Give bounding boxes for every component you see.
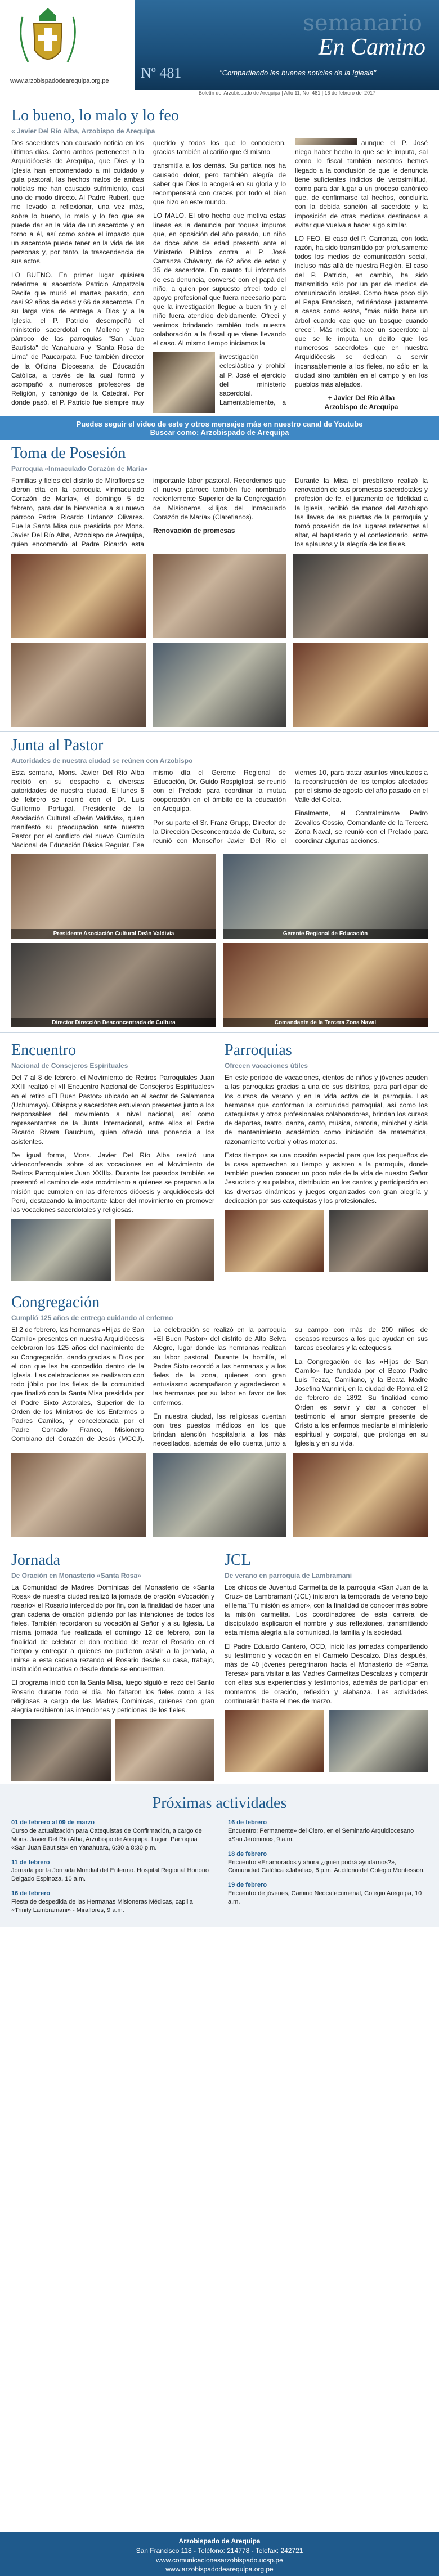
photo	[225, 1210, 324, 1272]
section-body	[11, 768, 428, 850]
signoff-title: Arzobispo de Arequipa	[324, 403, 398, 411]
event-date: 18 de febrero	[228, 1850, 267, 1857]
youtube-banner-line1: Puedes seguir el video de este y otros mensajes más en nuestro canal de Youtube	[76, 420, 363, 429]
paragraph: Esta semana, Mons. Javier Del Río Alba recibió en su despacho a diversas autoridades de nuestra ciudad. El lunes 6 de febrero se reunió con el Dr. Luis Guillermo Portugal, Presidente de la Asociación Cultural «Deán Valdivia», quien manifestó su preocupación ante nuestro Pastor por el conflicto del nuevo Currículo Nacional de Educación Básica Regular. Ese mismo día el Gerente Regional de Educación, Dr. Guido Rospigliosi, se reunió con el Prelado para coordinar la mutua cooperación en el ámbito de la educación en Arequipa.	[11, 768, 286, 850]
site-url[interactable]: www.arzobispadodearequipa.org.pe	[10, 78, 109, 84]
section-title: Junta al Pastor	[11, 736, 104, 754]
paragraph: Los chicos de Juventud Carmelita de la parroquia «San Juan de la Cruz» de Lambramani (JCL) iniciaron la temporada de verano bajo el lema "Tu misión es amor», con la finalidad de conocer más sobre la misión carmelita. Los coordinadores de esta carrera de discipulado explicaron el nombre y sus reflexiones, transmitiendo esta misma alegría a la comunidad, la familia y la sociedad.	[225, 1583, 428, 1637]
footer-address: San Francisco 118 - Teléfono: 214778 - Telefax: 242721	[136, 2546, 303, 2555]
section-body	[11, 476, 428, 549]
photo-caption: Gerente Regional de Educación	[223, 929, 428, 939]
youtube-banner[interactable]	[0, 416, 439, 440]
photo	[115, 1219, 215, 1281]
section-editorial	[0, 107, 439, 413]
event-date: 16 de febrero	[228, 1819, 267, 1826]
section-subtitle: De verano en parroquia de Lambramani	[225, 1571, 352, 1579]
paragraph: El 2 de febrero, las hermanas «Hijas de San Camilo» presentes en nuestra Arquidiócesis celebraron los 125 años del nacimiento de su Congregación, dando gracias a Dios por el don que les ha concedido dentro de la Iglesia. Las celebraciones se realizaron con todo júbilo por los fieles de la comunidad que finalizó con la Santa Misa presidida por el Padre Sixto Astorales, Superior de la Orden de los Ministros de los Enfermos o Padres Camilos, y concelebrada por el Padre Conrado Franco, Misionero Combiano del Corazón de Jesús (MCCJ). La celebración se realizó en la parroquia «El Buen Pastor» del distrito de Alto Selva Alegre, lugar donde las hermanas realizan su labor pastoral. Durante la homilía, el Padre Sixto recordó a las hermanas y a los fieles de la zona, quienes con gran entusiasmo acompañaron y agradecieron a las hermanas por su labor en favor de los enfermos.	[11, 1326, 286, 1443]
photo	[115, 1719, 215, 1781]
signoff-name: + Javier Del Río Alba	[328, 394, 395, 402]
photo	[293, 643, 428, 727]
photo	[223, 854, 428, 939]
editorial-title: Lo bueno, lo malo y lo feo	[11, 107, 179, 124]
two-column-row	[0, 1547, 439, 1785]
paragraph: El Padre Eduardo Cantero, OCD, inició las jornadas compartiendo su testimonio y vocación en el Carmelo Descalzo. Días después, más de 40 jóvenes peregrinaron hacia el Monasterio de «Santa Teresa» para visitar a las Madres Carmelitas Descalzas y compartir con ellas sus experiencias y testimonios, además de participar en momentos de oración, reflexión y alabanza. Las actividades continuarán hasta el mes de marzo.	[225, 1642, 428, 1705]
photo-row	[225, 1210, 428, 1272]
two-column-row	[0, 1037, 439, 1284]
divider	[0, 731, 439, 732]
issue-number: Nº 481	[141, 65, 182, 81]
section-title: Encuentro	[11, 1042, 77, 1060]
editorial-paragraph: LO FEO. El caso del P. Carranza, con toda razón, ha sido transmitido por profusamente todos los medios de comunicación social, incluso más allá de nuestra Región. El caso del P. Patricio, en cambio, ha sido transmitido sólo por un par de medios de comunicación locales. Como hace poco dijo el Papa Francisco, refiriéndose justamente a casos como estos, "más ruido hace un árbol cuando cae que un bosque cuando crece". Más noticia hace un sacerdote al que se le imputa un delito que los numerosos sacerdotes que en nuestra Arquidiócesis se dedican a servir incansablemente a los fieles, no sólo en la ciudad sino también en el campo y en los pueblos más alejados.	[295, 234, 428, 388]
event-text: Encuentro de jóvenes, Camino Neocatecumenal, Colegio Arequipa, 10 a.m.	[228, 1890, 422, 1905]
banner-background-word: semanario	[303, 10, 422, 36]
paragraph: De igual forma, Mons. Javier Del Río Alba realizó una videoconferencia sobre «Las vocaciones en el Movimiento de Retiros Parroquiales Juan XXIII». Durante los pasados también se presentó el camino de este movimiento a quienes se preparan a la misión que cumplen en las diferentes diócesis y arquidiócesis del Perú, destacando la importante labor del movimiento en promover las vocaciones sacerdotales y religiosas.	[11, 1151, 214, 1214]
event-item	[228, 1850, 428, 1875]
event-text: Jornada por la Jornada Mundial del Enfermo. Hospital Regional Honorio Delgado Espinoza, 10 a.m.	[11, 1867, 209, 1883]
event-text: Curso de actualización para Catequistas de Confirmación, a cargo de Mons. Javier Del Río Alba, Arzobispo de Arequipa. Lugar: Parroquia «San Juan Bautista» en Yanahuara, 6:30 a 8:30 p.m.	[11, 1828, 202, 1851]
event-text: Encuentro «Enamorados y ahora ¿quién podrá ayudarnos?», Comunidad Católica «Jabalia», 6 p.m. Auditorio del Colegio Montessori.	[228, 1859, 425, 1874]
paragraph: En este periodo de vacaciones, cientos de niños y jóvenes acuden a las parroquias gracias a una de sus distritos, para participar de los cursos de verano y en la vida activa de la parroquia. Las hermanas que conforman la comunidad parroquial, así como los catequistas y otros profesionales colaboradores, brindan los cursos de deportes, teatro, danza, canto, música, oratoria, minichef y cicla de mantenimiento académico como iniciación de matemática, razonamiento verbal y otras materias.	[225, 1074, 428, 1146]
footer-link[interactable]: www.comunicacionesarzobispado.ucsp.pe	[156, 2556, 283, 2564]
paragraph: Estos tiempos se una ocasión especial para que los pequeños de la casa aprovechen su tiempo y asisten a la parroquia, donde también pueden conocer un poco más de la vida de nuestro Señor Jesucristo y su palabra, distribuido en los cantos y participación en las diversas dinámicas y juegos organizados con gran alegría y dedicación por sus catequistas y los profesionales.	[225, 1151, 428, 1205]
events-title: Próximas actividades	[152, 1794, 287, 1812]
event-date: 16 de febrero	[11, 1890, 51, 1897]
editorial-paragraph: LO BUENO. En primer lugar quisiera referirme al sacerdote Patricio Ampatzola Recife que murió el martes pasado, con casi 92 años de edad y 66 de sacerdote. En su larga vida de entrega a Dios y a la Iglesia, el P. Patricio desempeñó el ministerio sacerdotal en Molleno y fue párroco de las parroquias "San Juan Bautista" de Yanahuara y "Santa Rosa de Lima" de Paucarpata. Fue también director de la Oficina Diocesana de Educación Católica, a través de la cual formó y acompañó a numerosos profesores de Religión, y canónigo de la Catedral. Por donde pasó, el P. Patricio fue siempre muy querido y todos los que lo conocieron, gracias también al cariño que él mismo	[11, 139, 286, 407]
photo	[329, 1210, 428, 1272]
events-right	[228, 1812, 428, 1920]
section-title: Jornada	[11, 1551, 61, 1569]
event-date: 19 de febrero	[228, 1882, 267, 1889]
tagline: "Compartiendo las buenas noticias de la Iglesia"	[220, 69, 377, 77]
photo-row	[11, 1219, 214, 1281]
editorial-paragraph: transmitía a los demás. Su partida nos ha causado dolor, pero también alegría de saber que Dios lo acogerá en su gloria y lo recompensará con creces por todo el bien que hizo en este mundo.	[153, 161, 286, 207]
section-junta-pastor	[0, 737, 439, 1028]
event-date: 01 de febrero al 09 de marzo	[11, 1819, 95, 1826]
signoff	[295, 393, 428, 411]
event-item	[11, 1859, 211, 1884]
photo	[11, 1219, 111, 1281]
photo-caption: Comandante de la Tercera Zona Naval	[223, 1018, 428, 1027]
paragraph: Durante la Misa el presbítero realizó la renovación de sus promesas sacerdotales y profesión de fe, el juramento de fidelidad a la Iglesia, recibió de manos del Arzobispo las llaves de las puertas de la parroquia y tomó posesión de los lugares referentes al altar, el baptisterio y el confesionario, entre los aplausos y la alegría de los fieles.	[295, 477, 428, 549]
section-subtitle: Parroquia «Inmaculado Corazón de María»	[11, 465, 148, 473]
editorial-paragraph: investigación eclesiástica y prohibí al P. José el ejercicio del ministerio sacerdotal. Lamentablemente, a aunque el P. José niega haber hecho lo que se le imputa, sal como lo fiscal también nosotros hemos llegado a la conclusión de que le denuncia tiene suficientes indicios de verosimilitud, como para dar lugar a un proceso canónico que, de confirmarse tal hechos, concluiría con la debida sanción al sacerdote y la imposición de otras medidas destinadas a evitar que vuelva a hacer algo similar.	[220, 139, 428, 407]
section-congregacion	[0, 1294, 439, 1537]
photo	[293, 554, 428, 638]
photo	[225, 1710, 324, 1772]
section-body	[11, 1073, 214, 1214]
paragraph: En nuestra ciudad, las religiosas cuentan con tres puestos médicos en los que brindan atención hospitalaria a los más necesitados, además de ello cuenta junto a su campo con más de 200 niños de escasos recursos a los que ayudan en sus tareas escolares y la catequesis.	[153, 1326, 428, 1448]
photo-caption: Presidente Asociación Cultural Deán Valdivia	[11, 929, 216, 939]
paragraph: La Congregación de las «Hijas de San Camilo» fue fundada por el Beato Padre Luis Tezza, Camiliano, y la Beata Madre Josefina Vannini, en la ciudad de Roma el 2 de febrero de 1892. Su finalidad como Orden es servir y dar a conocer el testimonio el amor siempre presente de Cristo a los enfermos mediante el ministerio espiritual y corporal, que prolonga en su Iglesia y en su vida.	[295, 1357, 428, 1448]
section-title: JCL	[225, 1551, 251, 1569]
section-subtitle: Ofrecen vacaciones útiles	[225, 1062, 308, 1070]
photo-caption: Director Dirección Desconcentrada de Cultura	[11, 1018, 216, 1027]
event-item	[11, 1890, 211, 1915]
event-item	[228, 1881, 428, 1906]
event-item	[228, 1819, 428, 1844]
photo	[11, 643, 146, 727]
section-body	[11, 1583, 214, 1715]
photo-row	[11, 1453, 428, 1537]
photo-row	[11, 854, 428, 939]
event-text: Fiesta de despedida de las Hermanas Misioneras Médicas, capilla «Trinity Lambramani» - Miraflores, 9 a.m.	[11, 1898, 193, 1914]
events-left	[11, 1812, 211, 1920]
photo-row	[11, 643, 428, 727]
paragraph: Por su parte el Sr. Franz Grupp, Director de la Dirección Desconcentrada de Cultura, se reunió con Monseñor Javier Del Río el viernes 10, para tratar asuntos vinculados a la reconstrucción de los templos afectados por el sismo de agosto del año pasado en el Valle del Colca.	[153, 768, 428, 845]
divider	[0, 1032, 439, 1033]
editorial-byline: « Javier Del Río Alba, Arzobispo de Arequipa	[11, 127, 155, 135]
photo	[11, 854, 216, 939]
photo	[11, 1453, 146, 1537]
section-subtitle: De Oración en Monasterio «Santa Rosa»	[11, 1571, 141, 1579]
archdiocese-coat-of-arms-icon	[11, 6, 84, 73]
photo	[153, 643, 287, 727]
editorial-body	[11, 138, 428, 413]
section-title: Congregación	[11, 1294, 100, 1312]
photo	[11, 554, 146, 638]
photo	[293, 1453, 428, 1537]
photo-row	[225, 1710, 428, 1772]
photo	[153, 554, 287, 638]
section-body	[225, 1073, 428, 1205]
section-body	[11, 1325, 428, 1448]
photo-row	[11, 1719, 214, 1781]
editorial-paragraph: Dos sacerdotes han causado noticia en los últimos días. Como ambos pertenecen a la Arquidiócesis de Arequipa, que Dios y la Iglesia han encomendado a mi cuidado y guía pastoral, las hechos malos de ambas noticias me han causado sufrimiento, casi uno de modo directo. Al Padre Rubert, que me llevado a reflexionar, una vez más, sobre lo bueno, lo malo y lo feo que se puede dar en la vida de un sacerdote y en torno a él, así como sobre el impacto que un sacerdote puede tener en la vida de las personas y, por tanto, la trascendencia de sus actos.	[11, 139, 144, 266]
issue-info: Boletín del Arzobispado de Arequipa | Año 11, No. 481 | 16 de febrero del 2017	[198, 90, 376, 96]
section-title: Toma de Posesión	[11, 445, 126, 463]
paragraph: El programa inició con la Santa Misa, luego siguió el rezo del Santo Rosario durante todo el día. No faltaron los fieles como a las religiosas a cargo de las Madres Dominicas, quienes con gran alegría recibieron las intenciones y peticiones de los fieles.	[11, 1679, 214, 1714]
photo	[11, 943, 216, 1027]
photo	[11, 1719, 111, 1781]
events-columns	[11, 1812, 428, 1920]
photo	[223, 943, 428, 1027]
newsletter-title: En Camino	[318, 34, 425, 60]
paragraph: La Comunidad de Madres Dominicas del Monasterio de «Santa Rosa» de nuestra ciudad realizó la jornada de oración «Vocación y rosario» el Rosario intercedido por fin, con la finalidad de hacer una gran cadena de oración pidiendo por las intenciones de todos los fieles. También recordaron su vocación al Señor y a su Iglesia. La misma jornada fue realizada el domingo 12 de febrero, con la finalidad de celebrar el don recibido de rezar el Rosario en el tiempo y entregar a quienes no pudieron asistir a la jornada, a unirse a esta cadena rezando el Rosario desde su casa, trabajo, institución educativa o desde donde se encuentren.	[11, 1583, 214, 1673]
section-subtitle: Cumplió 125 años de entrega cuidando al enfermo	[11, 1314, 173, 1322]
section-title: Parroquias	[225, 1042, 292, 1060]
section-toma-posesion	[0, 445, 439, 727]
footer	[0, 2532, 439, 2576]
footer-org: Arzobispado de Arequipa	[178, 2537, 261, 2545]
masthead	[0, 0, 439, 90]
section-subtitle: Nacional de Consejeros Espirituales	[11, 1062, 128, 1070]
section-jornada	[11, 1547, 214, 1785]
paragraph-heading: Renovación de promesas	[153, 527, 235, 535]
photo-row	[11, 554, 428, 638]
section-subtitle: Autoridades de nuestra ciudad se reúnen con Arzobispo	[11, 756, 193, 765]
event-text: Encuentro: Permanente» del Clero, en el Seminario Arquidiocesano «San Jerónimo», 9 a.m.	[228, 1828, 414, 1843]
section-encuentro	[11, 1037, 214, 1284]
section-body	[225, 1583, 428, 1706]
events-section	[0, 1784, 439, 1926]
youtube-banner-line2: Buscar como: Arzobispado de Arequipa	[150, 428, 289, 437]
section-parroquias	[225, 1037, 428, 1284]
photo	[153, 1453, 287, 1537]
section-jcl	[225, 1547, 428, 1785]
footer-link[interactable]: www.arzobispadodearequipa.org.pe	[165, 2565, 274, 2574]
paragraph: Finalmente, el Contralmirante Pedro Zevallos Cossio, Comandante de la Tercera Zona Naval, se reunió con el Prelado para coordinar algunas acciones.	[295, 809, 428, 845]
photo	[329, 1710, 428, 1772]
paragraph: Del 7 al 8 de febrero, el Movimiento de Retiros Parroquiales Juan XXIII realizó el «II Encuentro Nacional de Consejeros Espirituales» en el retiro «El Buen Pastor» ubicado en el sector de Salamanca (Uchumayo). Obispos y sacerdotes estuvieron presentes junto a los responsables del movimiento a nivel nacional, así como representantes de la Junta Internacional, entre ellos el Padre Ricardo Rivera Bauchum, quien ofreció una ponencia a los asistentes.	[11, 1074, 214, 1146]
event-date: 11 de febrero	[11, 1859, 50, 1866]
event-item	[11, 1819, 211, 1852]
paragraph: Familias y fieles del distrito de Miraflores se dieron cita en la parroquia «Inmaculado Corazón de María», el domingo 5 de febrero, para dar la bienvenida a su nuevo párroco Padre Ricardo Urdanoz Olivares. Fue la Santa Misa que presidida por Mons. Javier Del Río Alba, Arzobispo de Arequipa, quien encomendó al Padre Ricardo esta importante labor pastoral. Recordemos que el nuevo párroco también fue nombrado recientemente Superior de la Congregación de Misioneros «Hijos del Inmaculado Corazón de María» (Claretianos).	[11, 477, 286, 549]
photo-row	[11, 943, 428, 1027]
editorial-paragraph: LO MALO. El otro hecho que motiva estas líneas es la denuncia por toques impuros que, en oposición del año pasado, un niño de doce años de edad presentó ante el Ministerio Público contra el P. José Carranza Chávarry, de 62 años de edad y 35 de sacerdote. En cuanto fui informado de esa denuncia, conversé con el papá del niño, a quien por supuesto ofrecí todo el apoyo profesional que fuera necesario para que la investigación llegue a buen fin y el niño fuera atendido debidamente. Ofrecí y venimos brindando también toda nuestra colaboración a la fiscal que viene llevando el caso. Al mismo tiempo iniciamos la	[153, 212, 286, 347]
